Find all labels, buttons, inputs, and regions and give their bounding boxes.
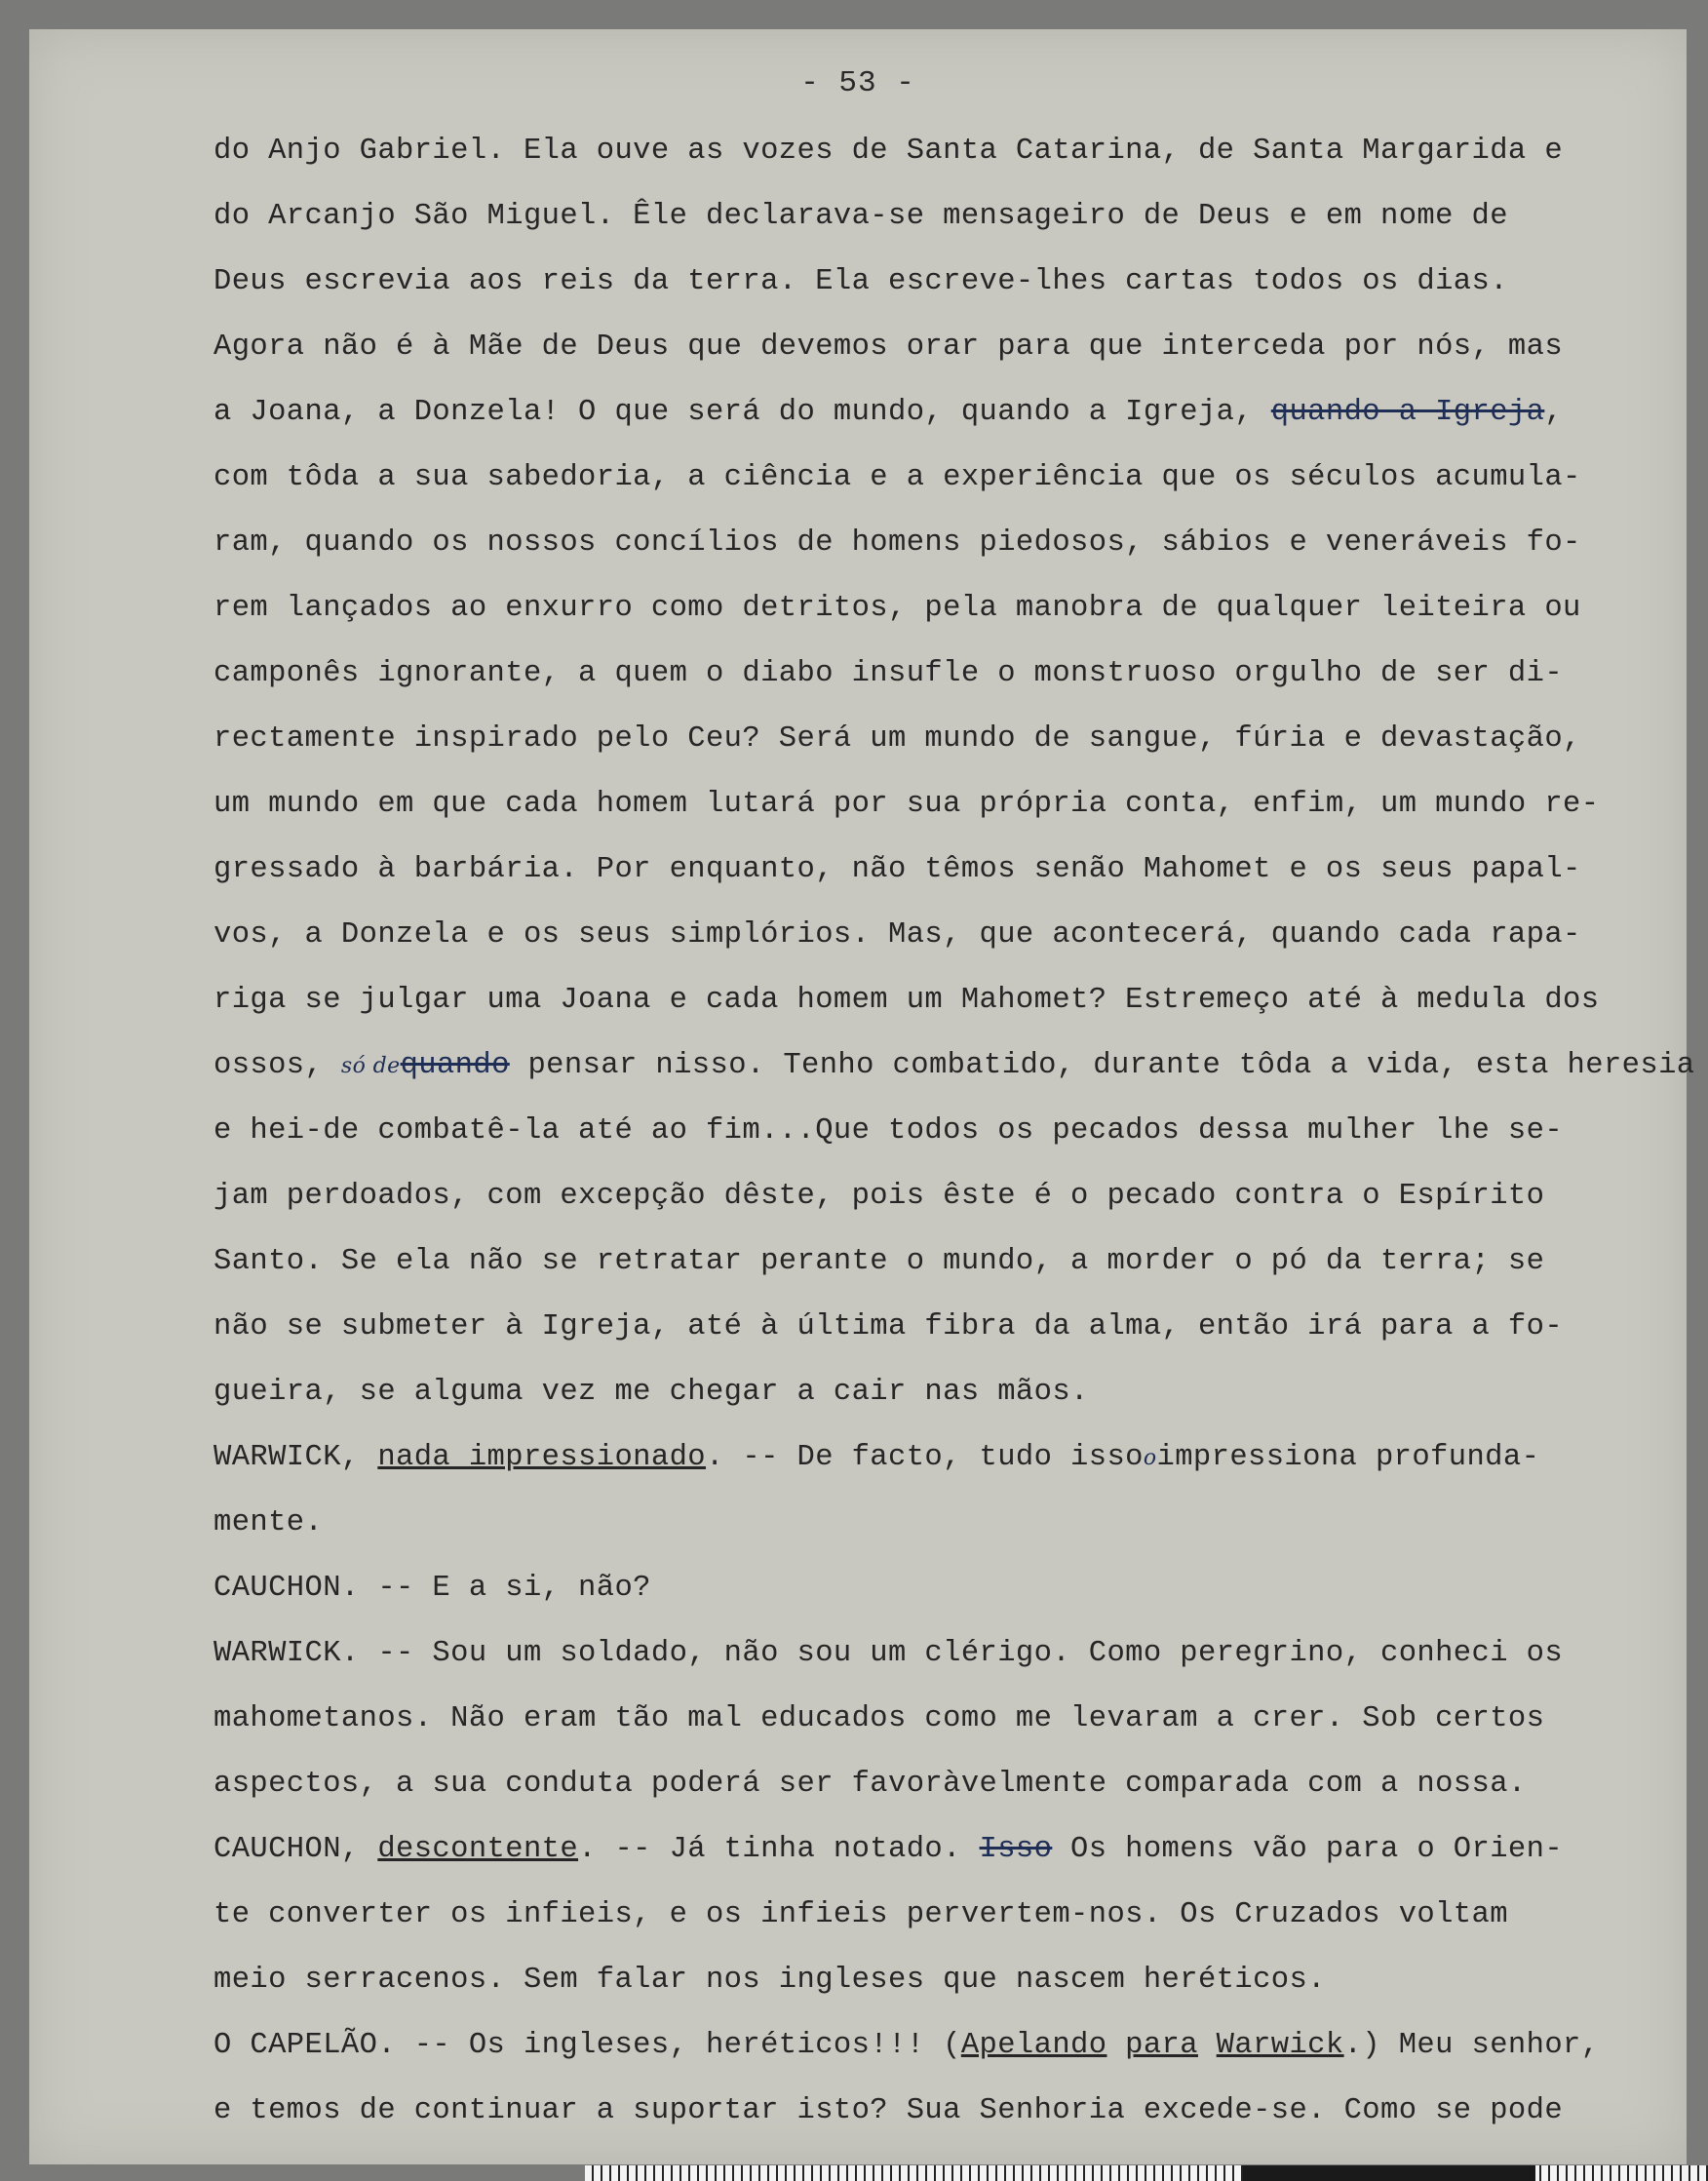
text-segment [1198, 2029, 1217, 2062]
text-line: Agora não é à Mãe de Deus que devemos orar para que interceda por nós, mas [214, 331, 1564, 364]
text-line: riga se julgar uma Joana e cada homem um Mahomet? Estremeço até à medula dos [214, 984, 1600, 1017]
text-line: camponês ignorante, a quem o diabo insufle o monstruoso orgulho de ser di- [214, 657, 1564, 690]
text-line: Santo. Se ela não se retratar perante o mundo, a morder o pó da terra; se [214, 1245, 1545, 1278]
text-segment: impressiona profunda- [1156, 1441, 1540, 1474]
text-segment: O CAPELÃO. -- Os ingleses, heréticos!!! [214, 2029, 925, 2062]
text-segment: .) Meu senhor, [1343, 2029, 1600, 2062]
text-line: aspectos, a sua conduta poderá ser favoràvelmente comparada com a nossa. [214, 1768, 1527, 1801]
stage-direction: descontente [377, 1833, 579, 1866]
text-line: te converter os infieis, e os infieis pervertem-nos. Os Cruzados voltam [214, 1898, 1508, 1931]
scan-ruler [585, 2165, 1708, 2181]
text-segment: Os homens vão para o Orien- [1052, 1833, 1564, 1866]
stage-direction: para [1125, 2029, 1198, 2062]
text-line [214, 1033, 1695, 1099]
text-line: meio serracenos. Sem falar nos ingleses que nascem heréticos. [214, 1964, 1326, 1997]
stage-direction: nada impressionado [377, 1441, 706, 1474]
page-number: - 53 - [800, 66, 915, 100]
speaker-name: WARWICK, [214, 1441, 360, 1474]
stage-direction: Apelando [960, 2029, 1107, 2062]
text-line: Deus escrevia aos reis da terra. Ela escreve-lhes cartas todos os dias. [214, 265, 1508, 298]
text-line [214, 2013, 1676, 2079]
text-segment: , [1544, 396, 1564, 429]
text-line [214, 1817, 1676, 1883]
text-line: rem lançados ao enxurro como detritos, pela manobra de qualquer leiteira ou [214, 592, 1581, 625]
text-line: CAUCHON. -- E a si, não? [214, 1572, 651, 1605]
text-line: e hei-de combatê-la até ao fim...Que todos os pecados dessa mulher lhe se- [214, 1114, 1564, 1148]
text-line: gressado à barbária. Por enquanto, não têmos senão Mahomet e os seus papal- [214, 853, 1581, 886]
struck-text: Isso [979, 1833, 1053, 1866]
handwritten-insertion: o [1143, 1446, 1157, 1470]
text-segment: ossos, [214, 1049, 324, 1082]
text-segment: a Joana, a Donzela! O que será do mundo, quando a Igreja, [214, 396, 1254, 429]
struck-text: quando [400, 1049, 510, 1082]
text-line: WARWICK. -- Sou um soldado, não sou um clérigo. Como peregrino, conheci os [214, 1637, 1564, 1670]
struck-text: quando a Igreja [1270, 396, 1545, 429]
text-line: do Arcanjo São Miguel. Êle declarava-se mensageiro de Deus e em nome de [214, 200, 1508, 233]
text-line [214, 380, 1676, 446]
speaker-name: CAUCHON, [214, 1833, 360, 1866]
text-line: vos, a Donzela e os seus simplórios. Mas, que acontecerá, quando cada rapa- [214, 918, 1581, 952]
text-line: e temos de continuar a suportar isto? Sua Senhoria excede-se. Como se pode [214, 2094, 1564, 2127]
text-line: mente. [214, 1506, 324, 1539]
text-line: mahometanos. Não eram tão mal educados como me levaram a crer. Sob certos [214, 1702, 1545, 1735]
text-line: jam perdoados, com excepção dêste, pois êste é o pecado contra o Espírito [214, 1180, 1545, 1213]
handwritten-insertion: só de [340, 1054, 401, 1078]
manuscript-page [29, 29, 1695, 2164]
text-segment: ( [924, 2029, 961, 2062]
text-body [214, 119, 1695, 2144]
text-segment: . -- De facto, tudo isso [705, 1441, 1144, 1474]
text-segment [1106, 2029, 1125, 2062]
text-line: do Anjo Gabriel. Ela ouve as vozes de Santa Catarina, de Santa Margarida e [214, 135, 1564, 168]
text-line: não se submeter à Igreja, até à última fibra da alma, então irá para a fo- [214, 1310, 1564, 1344]
text-segment: . -- Já tinha notado. [578, 1833, 980, 1866]
scan-ruler-block [1243, 2165, 1535, 2181]
text-line: gueira, se alguma vez me chegar a cair nas mãos. [214, 1376, 1089, 1409]
text-line: com tôda a sua sabedoria, a ciência e a experiência que os séculos acumula- [214, 461, 1581, 494]
text-line: um mundo em que cada homem lutará por sua própria conta, enfim, um mundo re- [214, 788, 1600, 821]
stage-direction: Warwick [1216, 2029, 1344, 2062]
text-line [214, 1425, 1676, 1491]
text-segment: pensar nisso. Tenho combatido, durante tôda a vida, esta heresia [509, 1049, 1695, 1082]
text-line: ram, quando os nossos concílios de homens piedosos, sábios e veneráveis fo- [214, 526, 1581, 560]
text-line: rectamente inspirado pelo Ceu? Será um mundo de sangue, fúria e devastação, [214, 722, 1581, 756]
